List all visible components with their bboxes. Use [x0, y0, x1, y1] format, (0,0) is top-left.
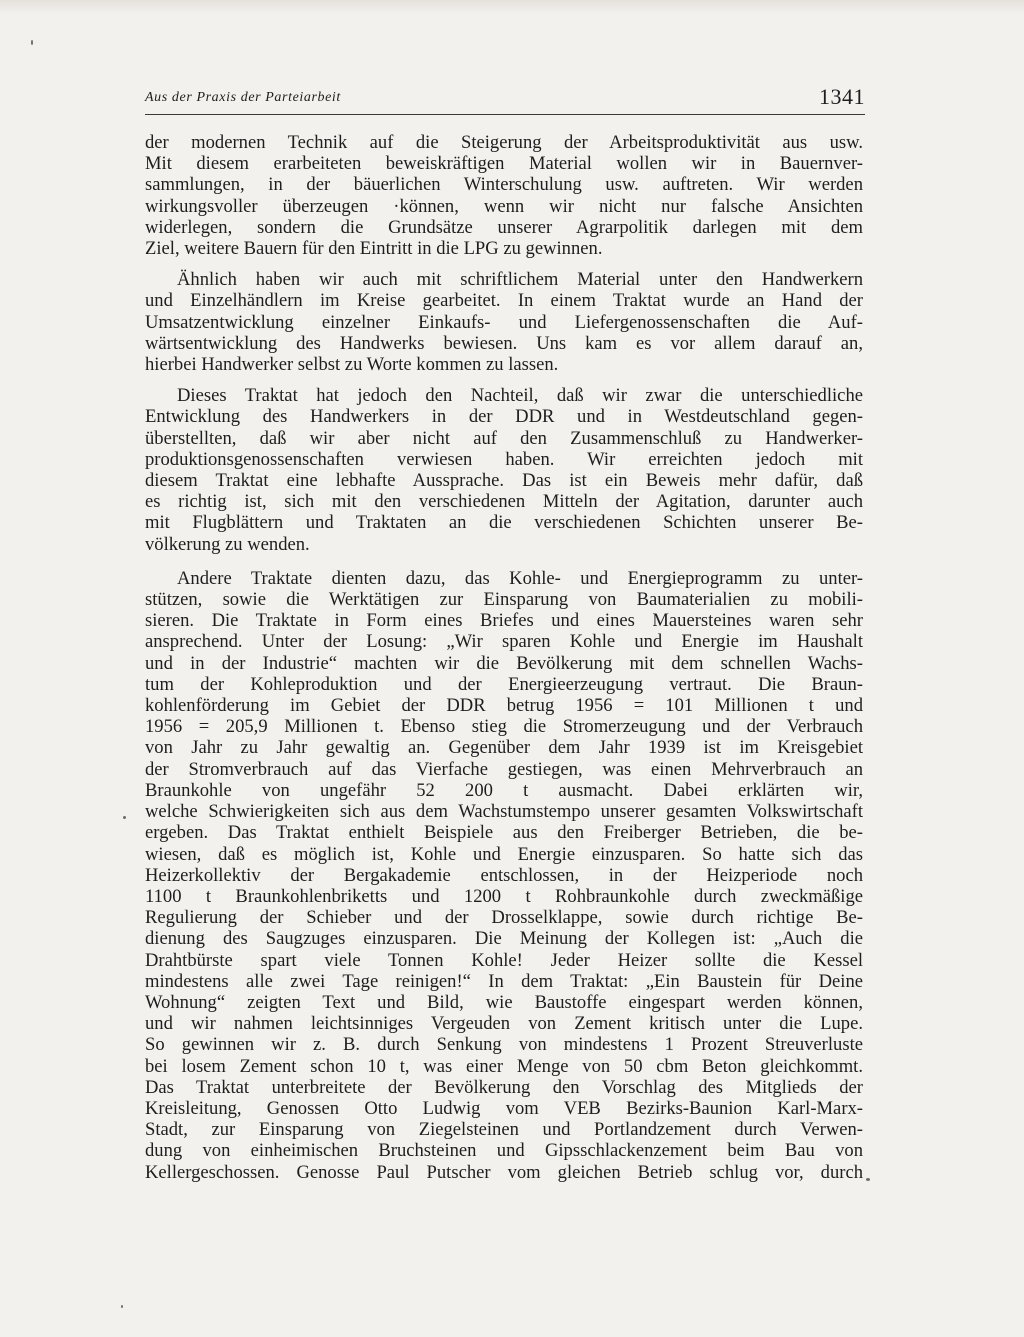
text-line: wärtsentwicklung des Handwerks bewiesen. Uns kam es vor allem darauf an,: [145, 332, 863, 354]
text-line: wirkungsvoller überzeugen ·können, wenn wir nicht nur falsche Ansichten: [145, 195, 863, 217]
text-line: Das Traktat unterbreitete der Bevölkerung den Vorschlag des Mitglieds der: [145, 1076, 863, 1098]
text-line: 1100 t Braunkohlenbriketts und 1200 t Rohbraunkohle durch zweckmäßige: [145, 885, 863, 907]
text-line: Kreisleitung, Genossen Otto Ludwig vom VEB Bezirks-Baunion Karl-Marx-: [145, 1097, 863, 1119]
text-line: Andere Traktate dienten dazu, das Kohle- und Energieprogramm zu unter-: [177, 567, 863, 589]
text-line: mit Flugblättern und Traktaten an die verschiedenen Schichten unserer Be-: [145, 512, 863, 534]
text-line: und in der Industrie“ machten wir die Bevölkerung mit dem schnellen Wachs-: [145, 652, 863, 674]
text-line: der modernen Technik auf die Steigerung der Arbeitsproduktivität aus usw.: [145, 132, 863, 153]
scan-speck: [123, 816, 126, 819]
text-line: mindestens alle zwei Tage reinigen!“ In dem Traktat: „Ein Baustein für Deine: [145, 970, 863, 992]
page-number: 1341: [819, 84, 865, 109]
text-line: Stadt, zur Einsparung von Ziegelsteinen und Portlandzement durch Verwen-: [145, 1119, 863, 1141]
text-line: welche Schwierigkeiten sich aus dem Wachstumstempo unserer gesamten Volkswirtschaft: [145, 801, 863, 823]
text-line: So gewinnen wir z. B. durch Senkung von mindestens 1 Prozent Streuverluste: [145, 1034, 863, 1056]
scan-speck: [121, 1305, 123, 1308]
paragraph: [145, 269, 863, 375]
paragraph: [145, 568, 863, 1183]
text-line: Wohnung“ zeigten Text und Bild, wie Baustoffe eingespart werden können,: [145, 991, 863, 1013]
running-header: [145, 84, 865, 124]
text-line: hierbei Handwerker selbst zu Worte kommen zu lassen.: [145, 354, 559, 376]
page-top-edge: [0, 0, 1024, 14]
text-line: Drahtbürste spart viele Tonnen Kohle! Jeder Heizer sollte die Kessel: [145, 949, 863, 971]
text-line: Dieses Traktat hat jedoch den Nachteil, daß wir zwar die unterschiedliche: [177, 385, 863, 407]
text-line: kohlenförderung im Gebiet der DDR betrug 1956 = 101 Millionen t und: [145, 695, 863, 717]
text-line: überstellten, daß wir aber nicht auf den Zusammenschluß zu Handwerker-: [145, 427, 863, 449]
text-line: Heizerkollektiv der Bergakademie entschlossen, in der Heizperiode noch: [145, 864, 863, 886]
text-line: wiesen, daß es möglich ist, Kohle und Energie einzusparen. So hatte sich das: [145, 843, 863, 865]
text-line: Umsatzentwicklung einzelner Einkaufs- und Liefergenossenschaften die Auf-: [145, 311, 863, 333]
scan-speck: [31, 40, 33, 45]
text-line: Kellergeschossen. Genosse Paul Putscher vom gleichen Betrieb schlug vor, durch: [145, 1161, 863, 1183]
text-line: Braunkohle von ungefähr 52 200 t ausmacht. Dabei erklärten wir,: [145, 779, 863, 801]
text-line: bei losem Zement schon 10 t, was einer Menge von 50 cbm Beton gleichkommt.: [145, 1055, 863, 1077]
text-line: sieren. Die Traktate in Form eines Briefes und eines Mauersteines waren sehr: [145, 610, 863, 632]
text-line: es richtig ist, sich mit den verschiedenen Mitteln der Agitation, darunter auch: [145, 491, 863, 513]
text-line: ergeben. Das Traktat enthielt Beispiele aus den Freiberger Betrieben, die be-: [145, 822, 863, 844]
text-line: dienung des Saugzuges einzusparen. Die Meinung der Kollegen ist: „Auch die: [145, 928, 863, 950]
paragraph: [145, 132, 863, 259]
scan-speck: [866, 1178, 870, 1181]
text-line: stützen, sowie die Werktätigen zur Einsparung von Baumaterialien zu mobili-: [145, 589, 863, 611]
text-line: tum der Kohleproduktion und der Energieerzeugung vertraut. Die Braun-: [145, 673, 863, 695]
text-line: Entwicklung des Handwerkers in der DDR und in Westdeutschland gegen-: [145, 406, 863, 428]
text-line: dung von einheimischen Bruchsteinen und Gipsschlackenzement beim Bau von: [145, 1140, 863, 1162]
text-line: und Einzelhändlern im Kreise gearbeitet. In einem Traktat wurde an Hand der: [145, 290, 863, 312]
text-line: produktionsgenossenschaften verwiesen haben. Wir erreichten jedoch mit: [145, 448, 863, 470]
text-line: ansprechend. Unter der Losung: „Wir sparen Kohle und Energie im Haushalt: [145, 631, 863, 653]
text-line: völkerung zu wenden.: [145, 533, 310, 555]
text-line: der Stromverbrauch auf das Vierfache gestiegen, was einen Mehrverbrauch an: [145, 758, 863, 780]
text-line: sammlungen, in der bäuerlichen Winterschulung usw. auftreten. Wir werden: [145, 174, 863, 196]
paragraph: [145, 385, 863, 555]
text-line: diesem Traktat eine lebhafte Aussprache. Das ist ein Beweis mehr dafür, daß: [145, 470, 863, 492]
running-header-title: Aus der Praxis der Parteiarbeit: [145, 90, 341, 105]
text-line: widerlegen, sondern die Grundsätze unserer Agrarpolitik darlegen mit dem: [145, 216, 863, 238]
text-line: Regulierung der Schieber und der Drosselklappe, sowie durch richtige Be-: [145, 907, 863, 929]
header-rule: [145, 114, 865, 115]
text-line: 1956 = 205,9 Millionen t. Ebenso stieg die Stromerzeugung und der Verbrauch: [145, 716, 863, 738]
text-line: Mit diesem erarbeiteten beweiskräftigen Material wollen wir in Bauernver-: [145, 153, 863, 175]
text-line: Ähnlich haben wir auch mit schriftlichem Material unter den Handwerkern: [177, 269, 863, 291]
text-line: Ziel, weitere Bauern für den Eintritt in die LPG zu gewinnen.: [145, 238, 603, 260]
text-line: von Jahr zu Jahr gewaltig an. Gegenüber dem Jahr 1939 ist im Kreisgebiet: [145, 737, 863, 759]
text-line: und wir nahmen leichtsinniges Vergeuden von Zement kritisch unter die Lupe.: [145, 1013, 863, 1035]
body-text: [145, 132, 863, 1183]
